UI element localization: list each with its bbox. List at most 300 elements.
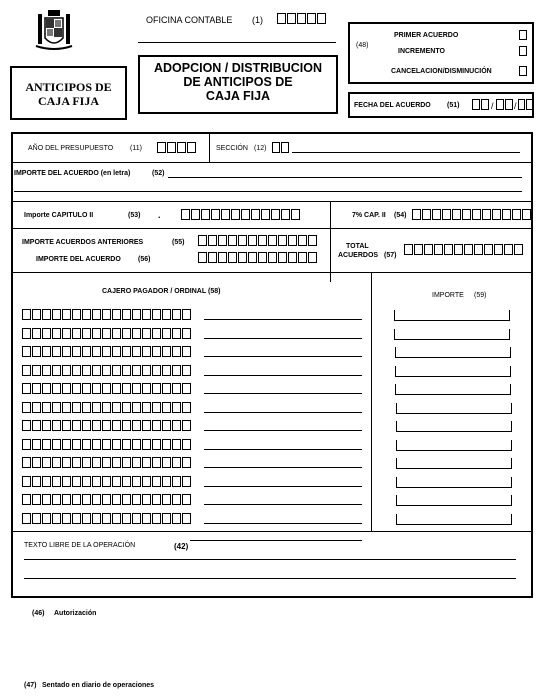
digit-cell[interactable] <box>102 457 111 468</box>
digit-cell[interactable] <box>444 244 453 255</box>
digit-cell[interactable] <box>162 439 171 450</box>
digit-cell[interactable] <box>82 365 91 376</box>
digit-cell[interactable] <box>102 402 111 413</box>
digit-cell[interactable] <box>72 309 81 320</box>
digit-cell[interactable] <box>132 328 141 339</box>
digit-cell[interactable] <box>122 457 131 468</box>
digit-cell[interactable] <box>32 309 41 320</box>
digit-cell[interactable] <box>182 494 191 505</box>
cajero-name-line[interactable] <box>204 504 362 505</box>
digit-cell[interactable] <box>102 513 111 524</box>
digit-cell[interactable] <box>152 420 161 431</box>
digit-cell[interactable] <box>52 346 61 357</box>
importe-field[interactable] <box>396 458 512 469</box>
fecha-anio-cells[interactable] <box>518 99 533 110</box>
digit-cell[interactable] <box>52 383 61 394</box>
digit-cell[interactable] <box>152 346 161 357</box>
digit-cell[interactable] <box>522 209 531 220</box>
digit-cell[interactable] <box>182 309 191 320</box>
digit-cell[interactable] <box>42 513 51 524</box>
digit-cell[interactable] <box>218 252 227 263</box>
digit-cell[interactable] <box>172 513 181 524</box>
digit-cell[interactable] <box>208 235 217 246</box>
digit-cell[interactable] <box>181 209 190 220</box>
digit-cell[interactable] <box>112 420 121 431</box>
oficina-contable-cells[interactable] <box>277 13 326 24</box>
digit-cell[interactable] <box>62 457 71 468</box>
digit-cell[interactable] <box>22 383 31 394</box>
digit-cell[interactable] <box>132 457 141 468</box>
cajero-code-cells[interactable] <box>22 513 191 524</box>
digit-cell[interactable] <box>248 252 257 263</box>
digit-cell[interactable] <box>198 235 207 246</box>
importe-field[interactable] <box>396 403 512 414</box>
digit-cell[interactable] <box>191 209 200 220</box>
digit-cell[interactable] <box>258 235 267 246</box>
digit-cell[interactable] <box>42 439 51 450</box>
digit-cell[interactable] <box>152 365 161 376</box>
digit-cell[interactable] <box>42 476 51 487</box>
digit-cell[interactable] <box>72 365 81 376</box>
total-cells[interactable] <box>404 244 523 255</box>
digit-cell[interactable] <box>434 244 443 255</box>
digit-cell[interactable] <box>132 420 141 431</box>
digit-cell[interactable] <box>472 209 481 220</box>
digit-cell[interactable] <box>201 209 210 220</box>
digit-cell[interactable] <box>152 328 161 339</box>
digit-cell[interactable] <box>208 252 217 263</box>
importe-field[interactable] <box>394 310 510 321</box>
digit-cell[interactable] <box>514 244 523 255</box>
digit-cell[interactable] <box>482 209 491 220</box>
digit-cell[interactable] <box>102 365 111 376</box>
digit-cell[interactable] <box>132 365 141 376</box>
digit-cell[interactable] <box>474 244 483 255</box>
digit-cell[interactable] <box>22 439 31 450</box>
importe-field[interactable] <box>395 366 511 377</box>
cajero-name-line[interactable] <box>204 393 362 394</box>
digit-cell[interactable] <box>72 328 81 339</box>
cancelacion-checkbox[interactable] <box>519 66 527 76</box>
digit-cell[interactable] <box>288 235 297 246</box>
digit-cell[interactable] <box>32 402 41 413</box>
digit-cell[interactable] <box>452 209 461 220</box>
digit-cell[interactable] <box>122 309 131 320</box>
digit-cell[interactable] <box>162 420 171 431</box>
digit-cell[interactable] <box>228 235 237 246</box>
digit-cell[interactable] <box>198 252 207 263</box>
digit-cell[interactable] <box>82 402 91 413</box>
digit-cell[interactable] <box>102 383 111 394</box>
digit-cell[interactable] <box>122 402 131 413</box>
digit-cell[interactable] <box>162 513 171 524</box>
digit-cell[interactable] <box>42 346 51 357</box>
digit-cell[interactable] <box>102 439 111 450</box>
digit-cell[interactable] <box>22 494 31 505</box>
digit-cell[interactable] <box>218 235 227 246</box>
digit-cell[interactable] <box>72 457 81 468</box>
digit-cell[interactable] <box>122 513 131 524</box>
digit-cell[interactable] <box>92 420 101 431</box>
digit-cell[interactable] <box>172 365 181 376</box>
anio-cells[interactable] <box>157 142 196 153</box>
digit-cell[interactable] <box>52 365 61 376</box>
digit-cell[interactable] <box>22 346 31 357</box>
digit-cell[interactable] <box>122 346 131 357</box>
digit-cell[interactable] <box>112 365 121 376</box>
digit-cell[interactable] <box>258 252 267 263</box>
digit-cell[interactable] <box>102 309 111 320</box>
digit-cell[interactable] <box>92 309 101 320</box>
digit-cell[interactable] <box>22 513 31 524</box>
digit-cell[interactable] <box>142 494 151 505</box>
digit-cell[interactable] <box>122 476 131 487</box>
digit-cell[interactable] <box>268 252 277 263</box>
digit-cell[interactable] <box>72 439 81 450</box>
digit-cell[interactable] <box>82 420 91 431</box>
digit-cell[interactable] <box>122 494 131 505</box>
digit-cell[interactable] <box>132 346 141 357</box>
digit-cell[interactable] <box>122 328 131 339</box>
digit-cell[interactable] <box>162 328 171 339</box>
cajero-code-cells[interactable] <box>22 402 191 413</box>
digit-cell[interactable] <box>72 402 81 413</box>
digit-cell[interactable] <box>484 244 493 255</box>
digit-cell[interactable] <box>162 346 171 357</box>
digit-cell[interactable] <box>82 476 91 487</box>
digit-cell[interactable] <box>231 209 240 220</box>
texto-line2[interactable] <box>24 578 516 579</box>
digit-cell[interactable] <box>182 328 191 339</box>
digit-cell[interactable] <box>32 513 41 524</box>
digit-cell[interactable] <box>251 209 260 220</box>
digit-cell[interactable] <box>132 402 141 413</box>
digit-cell[interactable] <box>152 309 161 320</box>
digit-cell[interactable] <box>162 457 171 468</box>
texto-line1[interactable] <box>24 559 516 560</box>
digit-cell[interactable] <box>62 476 71 487</box>
digit-cell[interactable] <box>152 383 161 394</box>
digit-cell[interactable] <box>162 494 171 505</box>
digit-cell[interactable] <box>102 346 111 357</box>
digit-cell[interactable] <box>172 328 181 339</box>
digit-cell[interactable] <box>142 402 151 413</box>
cajero-name-line[interactable] <box>204 449 362 450</box>
cajero-code-cells[interactable] <box>22 439 191 450</box>
digit-cell[interactable] <box>92 476 101 487</box>
digit-cell[interactable] <box>42 420 51 431</box>
digit-cell[interactable] <box>82 513 91 524</box>
importe-field[interactable] <box>395 384 511 395</box>
cajero-name-line[interactable] <box>204 412 362 413</box>
digit-cell[interactable] <box>298 252 307 263</box>
digit-cell[interactable] <box>122 383 131 394</box>
cajero-name-line[interactable] <box>204 375 362 376</box>
importe-field[interactable] <box>396 514 512 525</box>
digit-cell[interactable] <box>512 209 521 220</box>
fecha-dia-cells[interactable] <box>472 99 489 110</box>
primer-acuerdo-checkbox[interactable] <box>519 30 527 40</box>
digit-cell[interactable] <box>82 383 91 394</box>
digit-cell[interactable] <box>172 420 181 431</box>
digit-cell[interactable] <box>132 513 141 524</box>
digit-cell[interactable] <box>112 309 121 320</box>
digit-cell[interactable] <box>494 244 503 255</box>
digit-cell[interactable] <box>92 328 101 339</box>
digit-cell[interactable] <box>52 309 61 320</box>
importe-letra-line2[interactable] <box>14 191 522 192</box>
digit-cell[interactable] <box>492 209 501 220</box>
digit-cell[interactable] <box>132 439 141 450</box>
digit-cell[interactable] <box>162 383 171 394</box>
digit-cell[interactable] <box>42 365 51 376</box>
cajero-code-cells[interactable] <box>22 494 191 505</box>
digit-cell[interactable] <box>162 309 171 320</box>
digit-cell[interactable] <box>52 513 61 524</box>
digit-cell[interactable] <box>211 209 220 220</box>
cap2-cells[interactable] <box>181 209 300 220</box>
cajero-name-line[interactable] <box>204 319 362 320</box>
digit-cell[interactable] <box>32 494 41 505</box>
digit-cell[interactable] <box>288 252 297 263</box>
digit-cell[interactable] <box>52 439 61 450</box>
digit-cell[interactable] <box>278 235 287 246</box>
digit-cell[interactable] <box>112 402 121 413</box>
fecha-mes-cells[interactable] <box>496 99 513 110</box>
digit-cell[interactable] <box>82 346 91 357</box>
digit-cell[interactable] <box>162 402 171 413</box>
cajero-code-cells[interactable] <box>22 365 191 376</box>
digit-cell[interactable] <box>22 328 31 339</box>
digit-cell[interactable] <box>32 476 41 487</box>
seccion-cells[interactable] <box>272 142 289 153</box>
digit-cell[interactable] <box>152 476 161 487</box>
digit-cell[interactable] <box>62 494 71 505</box>
digit-cell[interactable] <box>142 309 151 320</box>
digit-cell[interactable] <box>42 402 51 413</box>
digit-cell[interactable] <box>42 328 51 339</box>
digit-cell[interactable] <box>92 383 101 394</box>
digit-cell[interactable] <box>414 244 423 255</box>
digit-cell[interactable] <box>152 513 161 524</box>
digit-cell[interactable] <box>32 365 41 376</box>
digit-cell[interactable] <box>182 346 191 357</box>
digit-cell[interactable] <box>182 439 191 450</box>
cajero-name-line[interactable] <box>204 338 362 339</box>
digit-cell[interactable] <box>122 439 131 450</box>
digit-cell[interactable] <box>142 457 151 468</box>
digit-cell[interactable] <box>102 494 111 505</box>
digit-cell[interactable] <box>42 309 51 320</box>
digit-cell[interactable] <box>112 494 121 505</box>
cajero-code-cells[interactable] <box>22 383 191 394</box>
digit-cell[interactable] <box>241 209 250 220</box>
digit-cell[interactable] <box>112 439 121 450</box>
digit-cell[interactable] <box>238 235 247 246</box>
cajero-code-cells[interactable] <box>22 346 191 357</box>
digit-cell[interactable] <box>182 402 191 413</box>
digit-cell[interactable] <box>62 309 71 320</box>
digit-cell[interactable] <box>442 209 451 220</box>
digit-cell[interactable] <box>142 476 151 487</box>
digit-cell[interactable] <box>32 383 41 394</box>
digit-cell[interactable] <box>432 209 441 220</box>
digit-cell[interactable] <box>122 420 131 431</box>
digit-cell[interactable] <box>172 309 181 320</box>
digit-cell[interactable] <box>132 494 141 505</box>
cajero-code-cells[interactable] <box>22 309 191 320</box>
digit-cell[interactable] <box>238 252 247 263</box>
digit-cell[interactable] <box>182 365 191 376</box>
digit-cell[interactable] <box>152 494 161 505</box>
digit-cell[interactable] <box>92 439 101 450</box>
digit-cell[interactable] <box>132 476 141 487</box>
digit-cell[interactable] <box>172 346 181 357</box>
digit-cell[interactable] <box>142 383 151 394</box>
digit-cell[interactable] <box>42 457 51 468</box>
digit-cell[interactable] <box>112 457 121 468</box>
digit-cell[interactable] <box>228 252 237 263</box>
digit-cell[interactable] <box>172 476 181 487</box>
digit-cell[interactable] <box>22 420 31 431</box>
digit-cell[interactable] <box>102 420 111 431</box>
digit-cell[interactable] <box>221 209 230 220</box>
digit-cell[interactable] <box>32 457 41 468</box>
importe-letra-line1[interactable] <box>168 177 522 178</box>
digit-cell[interactable] <box>62 365 71 376</box>
digit-cell[interactable] <box>112 476 121 487</box>
digit-cell[interactable] <box>261 209 270 220</box>
digit-cell[interactable] <box>52 457 61 468</box>
digit-cell[interactable] <box>182 457 191 468</box>
digit-cell[interactable] <box>112 346 121 357</box>
digit-cell[interactable] <box>424 244 433 255</box>
digit-cell[interactable] <box>62 513 71 524</box>
importe-field[interactable] <box>396 421 512 432</box>
digit-cell[interactable] <box>182 420 191 431</box>
cajero-name-line[interactable] <box>204 467 362 468</box>
digit-cell[interactable] <box>281 209 290 220</box>
imp-cells[interactable] <box>198 252 317 263</box>
digit-cell[interactable] <box>172 439 181 450</box>
digit-cell[interactable] <box>22 309 31 320</box>
cajero-code-cells[interactable] <box>22 328 191 339</box>
digit-cell[interactable] <box>92 402 101 413</box>
digit-cell[interactable] <box>52 402 61 413</box>
digit-cell[interactable] <box>404 244 413 255</box>
digit-cell[interactable] <box>62 328 71 339</box>
digit-cell[interactable] <box>422 209 431 220</box>
digit-cell[interactable] <box>142 365 151 376</box>
digit-cell[interactable] <box>62 402 71 413</box>
cajero-name-line[interactable] <box>204 523 362 524</box>
digit-cell[interactable] <box>152 402 161 413</box>
cajero-name-line[interactable] <box>204 430 362 431</box>
digit-cell[interactable] <box>82 494 91 505</box>
digit-cell[interactable] <box>182 476 191 487</box>
digit-cell[interactable] <box>72 383 81 394</box>
digit-cell[interactable] <box>152 439 161 450</box>
pct-cells[interactable] <box>412 209 531 220</box>
digit-cell[interactable] <box>62 420 71 431</box>
digit-cell[interactable] <box>72 494 81 505</box>
digit-cell[interactable] <box>132 383 141 394</box>
incremento-checkbox[interactable] <box>519 46 527 56</box>
digit-cell[interactable] <box>32 346 41 357</box>
digit-cell[interactable] <box>132 309 141 320</box>
digit-cell[interactable] <box>278 252 287 263</box>
importe-field[interactable] <box>395 347 511 358</box>
cajero-code-cells[interactable] <box>22 420 191 431</box>
digit-cell[interactable] <box>464 244 473 255</box>
cajero-code-cells[interactable] <box>22 457 191 468</box>
digit-cell[interactable] <box>142 439 151 450</box>
importe-field[interactable] <box>396 440 512 451</box>
digit-cell[interactable] <box>62 383 71 394</box>
digit-cell[interactable] <box>82 457 91 468</box>
digit-cell[interactable] <box>72 513 81 524</box>
digit-cell[interactable] <box>122 365 131 376</box>
digit-cell[interactable] <box>42 383 51 394</box>
digit-cell[interactable] <box>172 457 181 468</box>
digit-cell[interactable] <box>92 346 101 357</box>
digit-cell[interactable] <box>82 439 91 450</box>
digit-cell[interactable] <box>62 346 71 357</box>
digit-cell[interactable] <box>52 494 61 505</box>
digit-cell[interactable] <box>412 209 421 220</box>
cajero-name-line[interactable] <box>204 356 362 357</box>
digit-cell[interactable] <box>42 494 51 505</box>
digit-cell[interactable] <box>82 328 91 339</box>
digit-cell[interactable] <box>291 209 300 220</box>
digit-cell[interactable] <box>162 365 171 376</box>
digit-cell[interactable] <box>271 209 280 220</box>
digit-cell[interactable] <box>502 209 511 220</box>
digit-cell[interactable] <box>308 252 317 263</box>
digit-cell[interactable] <box>172 383 181 394</box>
digit-cell[interactable] <box>62 439 71 450</box>
cajero-code-cells[interactable] <box>22 476 191 487</box>
digit-cell[interactable] <box>248 235 257 246</box>
digit-cell[interactable] <box>92 494 101 505</box>
digit-cell[interactable] <box>308 235 317 246</box>
importe-field[interactable] <box>394 329 510 340</box>
digit-cell[interactable] <box>162 476 171 487</box>
digit-cell[interactable] <box>504 244 513 255</box>
digit-cell[interactable] <box>82 309 91 320</box>
digit-cell[interactable] <box>102 476 111 487</box>
importe-field[interactable] <box>396 495 512 506</box>
digit-cell[interactable] <box>72 476 81 487</box>
digit-cell[interactable] <box>52 476 61 487</box>
digit-cell[interactable] <box>268 235 277 246</box>
digit-cell[interactable] <box>298 235 307 246</box>
digit-cell[interactable] <box>454 244 463 255</box>
digit-cell[interactable] <box>92 365 101 376</box>
digit-cell[interactable] <box>92 457 101 468</box>
digit-cell[interactable] <box>52 420 61 431</box>
digit-cell[interactable] <box>112 383 121 394</box>
digit-cell[interactable] <box>152 457 161 468</box>
digit-cell[interactable] <box>142 328 151 339</box>
importe-field[interactable] <box>396 477 512 488</box>
digit-cell[interactable] <box>142 420 151 431</box>
digit-cell[interactable] <box>102 328 111 339</box>
digit-cell[interactable] <box>32 439 41 450</box>
cajero-name-line[interactable] <box>204 486 362 487</box>
digit-cell[interactable] <box>462 209 471 220</box>
digit-cell[interactable] <box>32 328 41 339</box>
